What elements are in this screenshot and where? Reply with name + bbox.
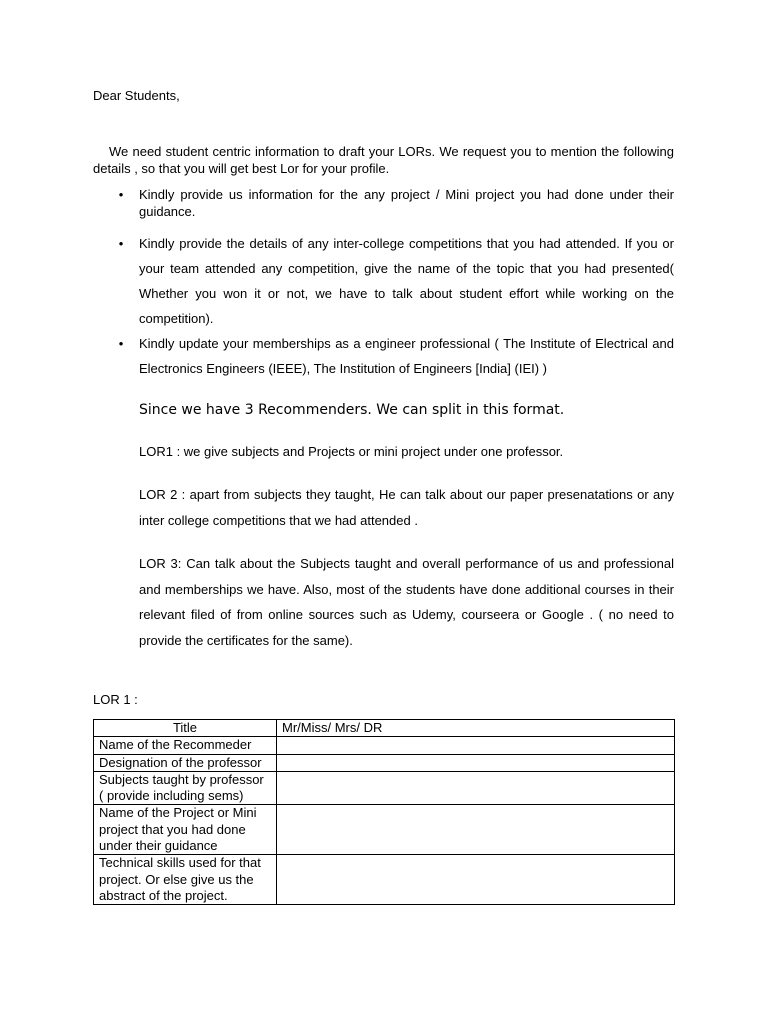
list-item-text: Kindly update your memberships as a engineer professional ( The Institute of Electrical and Electronics Engineers (IEEE), The Institution of Engineers [India] (IEI) ) <box>139 336 674 376</box>
table-cell-label: Designation of the professor <box>94 754 277 771</box>
lor1-description: LOR1 : we give subjects and Projects or mini project under one professor. <box>139 444 564 459</box>
table-cell-value[interactable] <box>277 754 675 771</box>
table-cell-value[interactable] <box>277 805 675 855</box>
table-row <box>94 771 675 805</box>
bullet-icon: • <box>118 336 124 351</box>
table-cell-value[interactable] <box>277 855 675 905</box>
table-cell-value[interactable] <box>277 737 675 754</box>
instruction-list <box>93 186 674 381</box>
intro-paragraph: We need student centric information to draft your LORs. We request you to mention the following details , so that you will get best Lor for your profile. <box>93 144 674 176</box>
table-row <box>94 855 675 905</box>
list-item-text: Kindly provide us information for the any project / Mini project you had done under their guidance. <box>139 187 674 219</box>
lor1-table <box>93 719 675 905</box>
greeting: Dear Students, <box>93 88 180 103</box>
bullet-icon: • <box>118 236 124 251</box>
table-row <box>94 754 675 771</box>
table-cell-label: Technical skills used for that project. Or else give us the abstract of the project. <box>94 855 277 905</box>
table-cell-label: Name of the Recommeder <box>94 737 277 754</box>
table-row <box>94 737 675 754</box>
table-cell-label: Name of the Project or Mini project that you had done under their guidance <box>94 805 277 855</box>
lor1-table-label: LOR 1 : <box>93 692 138 707</box>
list-item-text: Kindly provide the details of any inter-college competitions that you had attended. If you or your team attended any competition, give the name of the topic that you had presented( Whether you won it or not, we have to talk about student effort while working on the competition). <box>139 236 674 326</box>
list-item <box>93 231 674 331</box>
list-item <box>93 186 674 220</box>
table-cell-label: Subjects taught by professor ( provide including sems) <box>94 771 277 805</box>
split-heading: Since we have 3 Recommenders. We can split in this format. <box>139 402 565 418</box>
table-cell-value[interactable]: Mr/Miss/ Mrs/ DR <box>277 720 675 737</box>
list-item <box>93 331 674 381</box>
lor2-description: LOR 2 : apart from subjects they taught, He can talk about our paper presenatations or any inter college competitions that we had attended . <box>139 487 674 528</box>
lor3-description: LOR 3: Can talk about the Subjects taught and overall performance of us and professional and memberships we have. Also, most of the students have done additional courses in their relevant filed of from online sources such as Udemy, courseera or Google . ( no need to provide the certificates for the same). <box>139 556 674 648</box>
table-row <box>94 805 675 855</box>
bullet-icon: • <box>118 187 124 202</box>
table-cell-value[interactable] <box>277 771 675 805</box>
table-row <box>94 720 675 737</box>
table-cell-label: Title <box>94 720 277 737</box>
